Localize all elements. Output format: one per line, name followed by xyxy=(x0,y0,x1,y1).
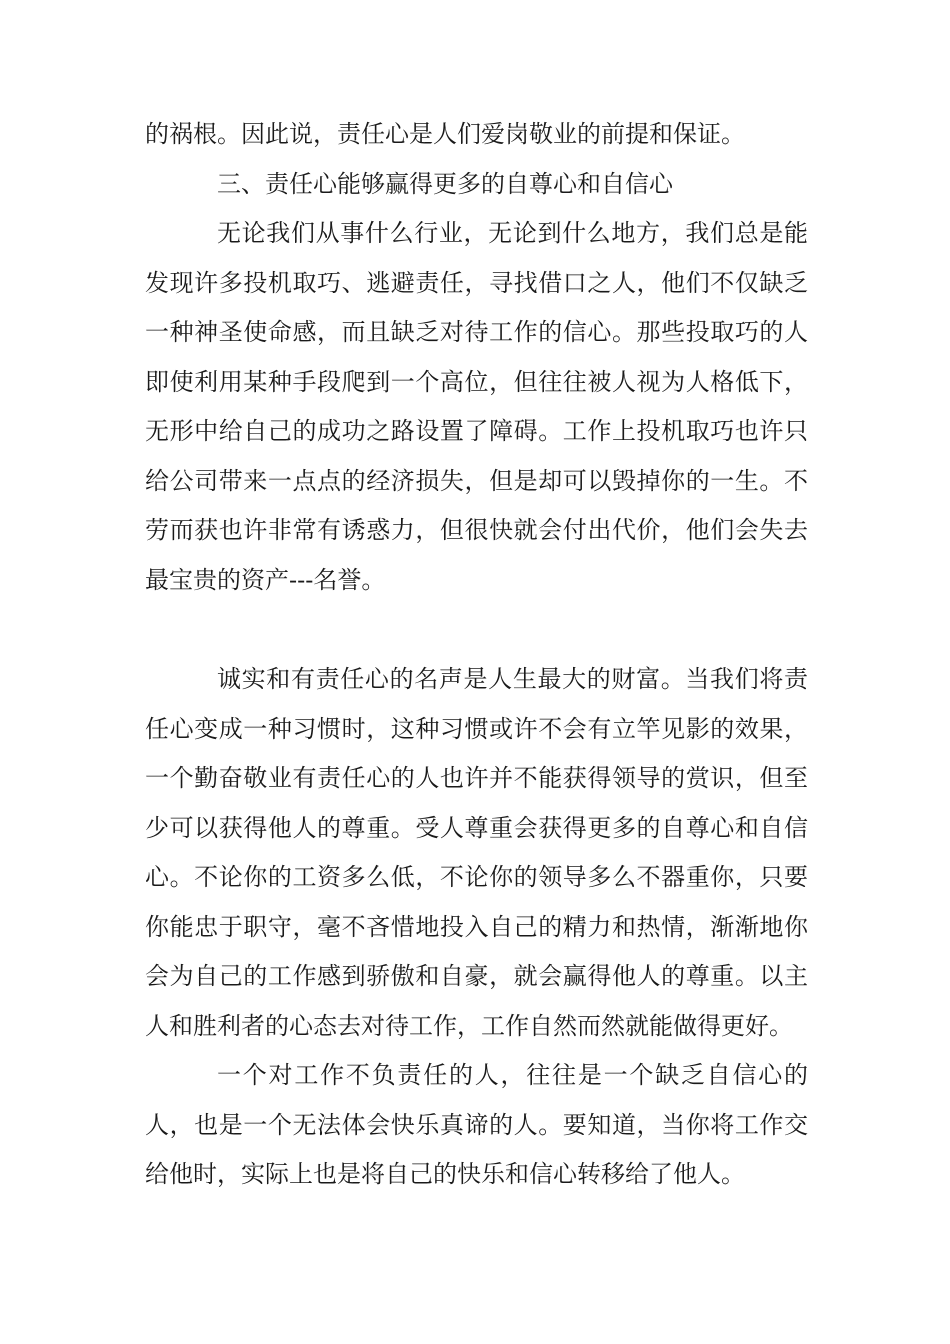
section-heading: 三、责任心能够赢得更多的自尊心和自信心 xyxy=(217,169,673,198)
paragraph: 诚实和有责任心的名声是人生最大的财富。当我们将责任心变成一种习惯时，这种习惯或许不会有立竿见影的效果，一个勤奋敬业有责任心的人也许并不能获得领导的赏识，但至少可以获得他人的尊重。受人尊重会获得更多的自尊心和自信心。不论你的工资多么低，不论你的领导多么不器重你，只要你能忠于职守，毫不吝惜地投入自己的精力和热情，渐渐地你会为自己的工作感到骄傲和自豪，就会赢得他人的尊重。以主人和胜利者的心态去对待工作，工作自然而然就能做得更好。 xyxy=(145,665,808,1040)
paragraph-continuation: 的祸根。因此说，责任心是人们爱岗敬业的前提和保证。 xyxy=(145,120,745,148)
paragraph: 无论我们从事什么行业，无论到什么地方，我们总是能发现许多投机取巧、逃避责任，寻找借口之人，他们不仅缺乏一种神圣使命感，而且缺乏对待工作的信心。那些投取巧的人即使利用某种手段爬到一个高位，但往往被人视为人格低下，无形中给自己的成功之路设置了障碍。工作上投机取巧也许只给公司带来一点点的经济损失，但是却可以毁掉你的一生。不劳而获也许非常有诱惑力，但很快就会付出代价，他们会失去最宝贵的资产---名誉。 xyxy=(145,219,808,594)
text-block-upper xyxy=(145,110,808,605)
paragraph: 一个对工作不负责任的人，往往是一个缺乏自信心的人，也是一个无法体会快乐真谛的人。要知道，当你将工作交给他时，实际上也是将自己的快乐和信心转移给了他人。 xyxy=(145,1061,808,1188)
text-block-lower xyxy=(145,655,808,1200)
